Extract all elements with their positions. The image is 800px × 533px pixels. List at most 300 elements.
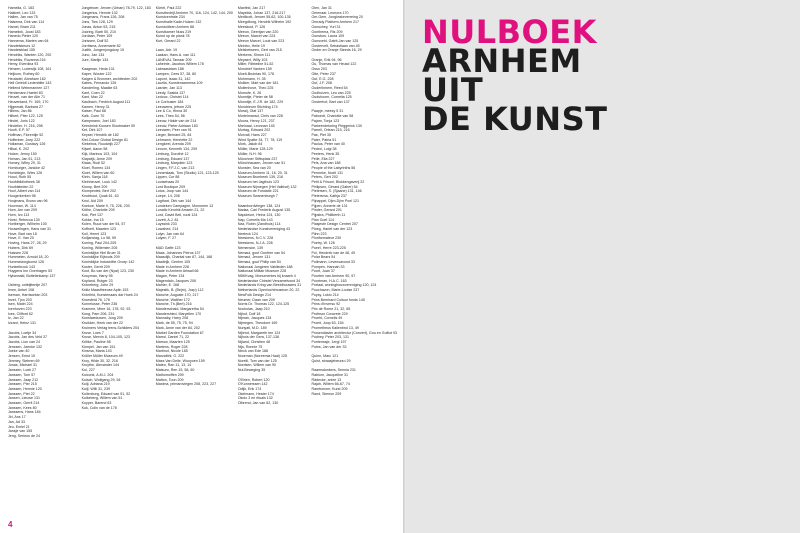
index-entry: Lovett, A.J. 81	[155, 217, 179, 222]
index-entry: Pater, Patria 51	[311, 137, 337, 142]
index-entry: Leeuwens, jefrom 225	[155, 104, 192, 109]
index-entry: Koning, Willemien 205	[81, 245, 118, 250]
index-entry: Jure, Marlijn 134	[81, 57, 109, 62]
index-entry: Koffnelt, Maarten 123	[81, 227, 116, 232]
index-entry: Nijmegen, Theodore 169	[237, 321, 278, 326]
index-entry: Janssen, Jaap 212	[8, 377, 39, 382]
index-entry: Ou, Thomas van Heusd 122	[311, 62, 357, 67]
index-entry: Mortag, Edward 202	[237, 128, 271, 133]
index-entry: Nijhuis der Gera, 137-138	[237, 335, 279, 340]
index-entry: Huissen 228	[8, 250, 28, 255]
index-entry: Kruythe, Alexander 144	[81, 363, 120, 368]
index-entry: Kolljanslag, Lo 58, 59	[81, 236, 117, 241]
index-entry: Oudhuizen, Leo van 225	[311, 90, 351, 95]
index-entry: Klaas, Rudi 52	[81, 161, 106, 166]
index-entry: Mandershied, Maryellen 170	[155, 311, 202, 316]
index-entry: Oranje, Erik 94, 96	[311, 57, 342, 62]
index-entry: Kuilenburg, Eduard van 51, 52	[81, 391, 131, 396]
index-entry: Kinsma, Maria 143	[81, 349, 112, 354]
index-entry: Kürtel, Paul 222	[155, 6, 182, 10]
index-entry: Martens, Roger 228	[155, 344, 188, 349]
index-entry: Martinot, Nicole 185	[155, 349, 188, 354]
index-entry: Müller, Marie 128-129	[237, 147, 273, 152]
index-entry: Limburg, Dorothé 12	[155, 151, 189, 156]
index-entry: Putns, Jan van der 33	[311, 344, 347, 349]
index-entry: Nemaul, gouf Philip van 54	[237, 259, 281, 264]
index-entry: Kramme, Mirre 16, 178, 92, 93	[81, 307, 131, 311]
index-entry: Okelmann, Hester 174	[237, 391, 274, 396]
index-entry: Manche, Th.(Bert) 216	[155, 302, 192, 307]
index-entry: Oonschey, Yuri 31	[311, 24, 341, 29]
index-entry: Neumer, Daan van 209	[237, 297, 275, 302]
index-entry: Kaagman, Heda 131	[81, 67, 115, 72]
index-entry: Permeke, Noeli 131	[311, 170, 344, 175]
index-entry: Kruse, Loes 7	[81, 330, 104, 335]
index-entry: Leeuw, Hidde van de 214	[155, 118, 197, 123]
index-entry: Hijgematt, Barbara 27	[8, 104, 43, 109]
index-entry: Nederlandse Chirstel Verzamelvond 34	[237, 278, 301, 283]
index-entry: Mark, Anne van der 84, 202	[155, 325, 200, 330]
index-entry: Hindel, Joris 122	[8, 118, 35, 123]
index-entry: Kanderling, Maaike 63	[81, 85, 118, 90]
index-entry: Pas, Piet 35	[311, 132, 331, 137]
index-entry: Homburger, Janicke 42	[8, 165, 45, 170]
index-entry: Isen, Matin 224	[8, 302, 33, 307]
index-entry: Poysy, Lukio 214	[311, 292, 339, 297]
index-entry: Jiri, Ans 17	[8, 415, 26, 420]
index-entry: Morvall, Hans 227	[237, 132, 267, 137]
index-entry: Kunstkamer Nuss 219	[155, 29, 192, 34]
index-entry: Meeskool, P. 126	[237, 24, 266, 29]
index-entry: Nocholas, Jaap 210	[237, 307, 270, 311]
index-entry: Izzard, Heinz 131	[8, 321, 36, 326]
index-entry: Houwelingen, Hans van 31	[8, 227, 51, 232]
index-entry: Marzalbhi, G. 222	[155, 354, 185, 359]
index-entry: Keesbrink Koosen Slootmaker 59	[81, 123, 135, 128]
index-entry: Poeel, Herre 223-225	[311, 245, 346, 250]
index-entry: Jacobs, Jan des Veld 37	[8, 335, 47, 340]
index-entry: Lunatic Kendrik Amsein 21, 22	[155, 208, 205, 213]
index-entry: Leedy, Saskia 137	[155, 90, 186, 95]
index-entry: Kurt, Gerard 22	[155, 38, 181, 43]
index-entry: Hamelink, Joost 183	[8, 29, 41, 34]
index-entry: Mahler, E. 168	[155, 283, 179, 288]
index-entry: Jan, Ad 33	[8, 419, 25, 424]
index-entry: Nap, Cornelis Ma 143	[237, 217, 273, 222]
index-entry: Omrady Platform Arnhem 217	[311, 20, 360, 25]
index-entry: Laheinte, Jacobus Willem 178	[155, 62, 204, 67]
index-entry: Mannaby, Harry 208	[155, 316, 189, 321]
index-entry: Mateo, Ran 11, 13, 14	[155, 363, 192, 368]
index-entry: Pedrol, Luigi 38	[311, 147, 337, 152]
index-entry: Made in Arnhem 228	[155, 264, 189, 269]
index-entry: Proeit, Joop 63, 154	[311, 321, 344, 326]
index-entry: Hoffman, Florentijn 52	[8, 132, 44, 137]
index-entry: Prosendiavim architectur (Convert), Gou en Guillot 93	[311, 330, 397, 335]
index-entry: Merkens, Simon 111	[237, 53, 271, 58]
index-entry: O'Brien, Robert 120	[237, 377, 270, 382]
index-entry: Hakkert, Leo 133	[8, 10, 36, 15]
index-entry: Horn, Arn van 209	[8, 208, 37, 213]
index-entry: Plasjeste Design Centrel 207	[311, 222, 358, 227]
index-entry: Naz, Robin (Zandhuis) 114	[237, 222, 281, 227]
index-entry: Nijlend, Margareth ten 124	[237, 330, 281, 335]
index-entry: Iseman, Harrisonfan 203	[8, 292, 48, 297]
index-entry: Koot, Bo van der (Nyal) 123, 230	[81, 269, 134, 274]
index-entry: Hanedo Pieter 120	[8, 34, 38, 39]
index-entry: Lees, Theo 54, 56	[155, 114, 185, 119]
index-entry: Kümpel, Jan van 151	[81, 344, 116, 349]
index-entry: Rabiom, Jacqueline 31	[311, 372, 349, 377]
index-entry: Leeuwen, Peer van 91	[155, 128, 192, 133]
index-entry: Nordsen, Willem van 90	[237, 363, 276, 368]
index-entry: Hollaman, Gustavy 126	[8, 142, 46, 147]
index-column-5	[312, 6, 398, 518]
index-entry: Meyaert, Willy 103	[237, 57, 268, 62]
index-entry: Hoof, Albert van 114	[8, 189, 41, 194]
title-line-4: DE KUNST	[422, 100, 608, 138]
index-entry: Jongerius, Hennie 132	[81, 10, 118, 15]
index-entry: Pollmann, Levensavond 33	[311, 259, 355, 264]
index-entry: Kul, 227	[81, 368, 95, 373]
index-entry: Luyssink 233	[155, 222, 177, 227]
index-entry: Pinder, Gerard 201	[311, 208, 342, 213]
index-entry: Heuvenland, Fr. 169, 170	[8, 100, 49, 105]
index-entry: Hilbert, Piter 122, 125	[8, 114, 43, 119]
index-entry: Rambonner, Kurst 209	[311, 386, 348, 391]
index-entry: Lasnier, Jan 113	[155, 85, 182, 90]
index-entry: Mark, de 55, 75, 75, 94	[155, 321, 193, 326]
index-entry: Museum de Fundatie 221	[237, 189, 279, 194]
index-entry: Nijs, Ronnie 75	[237, 344, 263, 349]
index-entry: Münchner Stiftsplatz 237	[237, 156, 278, 161]
index-entry: Ouf, E.G. 228	[311, 76, 334, 81]
index-entry: Jansen, Lieuwe 131	[8, 396, 40, 401]
index-entry: Jeu, Emiel 21	[8, 424, 30, 429]
index-entry: Kamen, Henry 31	[81, 104, 110, 109]
index-entry: Kuyper, Barend 63	[81, 401, 112, 406]
index-entry: Mollenhove, Theo 225	[237, 85, 274, 90]
index-entry: Hortberger, Wilhelm 100	[8, 222, 47, 227]
index-entry: Kiel-Colour Global Design 81	[81, 137, 128, 142]
index-entry: Petit & Frisoni, Blokkengaverij 22	[311, 180, 365, 185]
title-line-1: NULBOEK	[422, 13, 597, 51]
index-entry: Hoojmans, Bruno van 96	[8, 198, 48, 203]
index-entry: Klein, Sanja 118	[81, 175, 108, 180]
index-entry: Jooring, Barb 50, 210	[81, 29, 117, 34]
index-entry: Neeskens, N.J.A. 228	[237, 241, 273, 246]
index-entry: Hubers, Dirk 69	[8, 245, 33, 250]
index-entry: Kijk, Marinus 103, 104	[81, 151, 118, 156]
index-entry: Hamel, Bram 211	[8, 24, 36, 29]
index-entry: Handelsbeurs 12	[8, 43, 36, 48]
index-entry: Jeng, Serieus de 24	[8, 433, 40, 438]
index-entry: Peeters, Henk 35	[311, 151, 340, 156]
index-entry: Punterwaje, 1ergi 197	[311, 339, 347, 344]
index-entry: Nederlandse Kunstvereniging 43	[237, 227, 290, 232]
index-entry: Olen, Jan 31	[311, 6, 332, 10]
index-entry: Homey, Wiley 29, 31	[8, 161, 41, 166]
index-entry: Odijk, Erik 174	[237, 386, 262, 391]
index-entry: Jimmey, Siebren 69	[8, 358, 40, 363]
index-entry: Lieger, Bernard 25, 84	[155, 132, 192, 137]
index-entry: Munster, Sea van 20	[237, 165, 271, 170]
index-entry: Kampmann, Joel 183	[81, 118, 116, 123]
index-entry: Kant, Coen 22	[81, 90, 105, 95]
index-entry: Louisehaas 20	[155, 180, 180, 185]
index-entry: Made in Arnhem Artwall 66	[155, 269, 199, 274]
index-entry: Museum het Jagthuis 123	[237, 180, 279, 185]
index-entry: Lulyn, Jan van 64	[155, 231, 184, 236]
index-entry: Klomp, Bert 209	[81, 184, 108, 189]
index-entry: Inzet, Tjon 203	[8, 297, 32, 302]
index-entry: Kroy, Hilde 30, 32, 216	[81, 358, 118, 363]
index-entry: Limburg, Eduard 137	[155, 156, 190, 161]
index-entry: Mreinaal, Leonnan 145	[237, 123, 275, 128]
index-column-3	[156, 6, 233, 518]
index-entry: Lulyen, F. 27	[155, 236, 177, 241]
index-entry: Limburg, Marjolein 123	[155, 161, 193, 166]
index-entry: Melsbetween, Gert van 215	[237, 48, 282, 53]
index-entry: Naambordvlieger 138, 124	[237, 203, 281, 208]
index-entry: Pluriformateur 230	[311, 236, 342, 241]
index-entry: Lotus, Joop van 144	[155, 189, 189, 194]
index-entry: Kant, Max 22	[81, 95, 103, 100]
index-entry: Marrow, Maarten 125	[155, 339, 190, 344]
index-entry: Kritike, Pauline 58	[81, 339, 111, 344]
index-entry: Huygens Inn Overhagen 53	[8, 269, 52, 274]
index-entry: Le Corbusier 184	[155, 100, 184, 105]
index-entry: Lehmann, Henriette 22	[155, 137, 193, 142]
index-entry: Osso 203	[311, 67, 327, 72]
index-entry: Kijwel, Aaron 58	[81, 147, 108, 152]
index-entry: Napoleum, Heinz 124, 130	[237, 212, 281, 217]
index-entry: Kröneberg, John 29	[81, 283, 114, 288]
index-entry: Nadaa, Carl Frederik August 135	[237, 208, 291, 213]
index-entry: Nemaul, gouf Gunther van 54	[237, 250, 285, 255]
index-entry: Noorman (Noreemia Haal) 125	[237, 354, 287, 359]
index-entry: Rajah, Willem 66-67, 74	[311, 382, 350, 387]
index-entry: Poort, Juan 37	[311, 269, 335, 274]
index-entry: Loepe, 14, 206	[155, 194, 180, 199]
index-entry: Matton, Toon 209	[155, 377, 184, 382]
index-entry: Koninklijke Eijbouts 209	[81, 255, 120, 260]
index-entry: Paapje, meesy 5 31	[311, 109, 344, 114]
index-entry: LANEVAL Tamaar 209	[155, 57, 192, 62]
index-entry: Mathomoffen 209	[155, 372, 184, 377]
index-entry: Hummelzorgkunst 126	[8, 259, 44, 264]
index-entry: Kopland, Rutger 23	[81, 278, 113, 283]
index-entry: Kok, Piet 137	[81, 212, 104, 217]
index-entry: Magan, Peter 134	[155, 274, 185, 279]
index-entry: Heutadel, Abraham 162	[8, 76, 46, 81]
index-entry: Kruikker, Henk van der 22	[81, 321, 123, 326]
index-entry: Pels, Ana van 188	[311, 161, 341, 166]
index-entry: Heil Geleidt Ledenbitte 143	[8, 81, 52, 86]
index-entry: Ket, Dirk 107	[81, 128, 103, 133]
index-entry: Moelt-Bruintas 90, 178	[237, 71, 275, 76]
index-entry: NewFolk Design 214	[237, 292, 272, 297]
index-entry: Oonsbos, Laura 109	[311, 34, 345, 39]
index-entry: Kruse, Mervin 8, 104-105, 123	[81, 335, 130, 340]
index-entry: Kunstbedrijf Arnhem 70, 116, 124, 142, 144, 200	[155, 10, 233, 15]
index-entry: Jenssen, Jaenke 132	[8, 344, 42, 349]
index-entry: Kunstcentrale 234	[155, 15, 185, 20]
index-entry: Hillens, Jan 86	[8, 109, 32, 114]
index-entry: Ninck van Ede 188	[237, 349, 269, 354]
index-entry: Homan, Jan 51, 213	[8, 156, 41, 161]
index-entry: NBKKvag, Monumentes bij knaarh 4	[237, 274, 296, 279]
index-entry: Kloel, Romeo 134	[81, 165, 111, 170]
index-entry: Kabes, Fernando 126	[81, 81, 117, 86]
index-entry: Parkeerdetoring Pinggerick 130	[311, 123, 362, 128]
index-entry: Meinbo, Heile 19	[237, 43, 265, 48]
index-entry: Kuijl, Adriana 219	[81, 382, 110, 387]
index-entry: Paulus, Peter van 40	[311, 142, 345, 147]
index-entry: Paboedt, Charlotte van 58	[311, 114, 354, 119]
index-entry: Kroesfeld 76, 176	[81, 297, 110, 302]
index-entry: Magendalo, Jacques 206	[155, 278, 196, 283]
index-entry: Nationaal Jongeren Vaklieden 188	[237, 264, 293, 269]
index-entry: Iz, Jan 22	[8, 316, 24, 321]
index-entry: Monnitje, Pieter de 58	[237, 95, 273, 100]
index-entry: Hendriks, Wanten 120, 292	[8, 53, 52, 58]
index-entry: Lapont, Isaac 31, 142	[155, 76, 191, 81]
index-entry: Raamsdonkers, Sennia 231	[311, 368, 356, 373]
index-entry: Hylsewald, Bottelenkamp 137	[8, 274, 56, 279]
page-number: 4	[8, 520, 13, 529]
index-entry: Pietersma, Kathja 237	[311, 194, 347, 199]
index-entry: Onder-en Oranje Steeds 16, 29	[311, 48, 362, 53]
index-entry: Nijhof, Dolf 18	[237, 311, 261, 316]
index-entry: Kaiser, Paul 68	[81, 109, 106, 114]
index-entry: Koninklijke Industriële Groep 142	[81, 259, 135, 264]
index-entry: Okolo 3 en rituals 132	[237, 396, 273, 401]
index-entry: Koekoe, Marie 9, 75, 226, 230	[81, 203, 130, 208]
title-line-2: ARNHEM	[422, 42, 582, 80]
index-entry: Pudney, Peter 203, 131	[311, 335, 349, 340]
index-entry: Lengkeel, Arenda 209	[155, 142, 191, 147]
index-entry: Market Garden Foundation 67	[155, 330, 204, 335]
index-entry: Museum Bronbeek 139, 216	[237, 175, 283, 180]
index-entry: Nemaul, Jeroen 131	[237, 255, 271, 260]
index-entry: Hoving, Hans 27, 28, 29	[8, 241, 47, 246]
index-entry: Klompenlek, Bert 202	[81, 189, 117, 194]
index-entry: O'Konnerssen 142	[237, 382, 268, 387]
index-entry: Nunyati, M.D. 189	[237, 325, 267, 330]
index-entry: Kleinheuvel, Luuk 142	[81, 180, 118, 185]
index-entry: Mohrmann, H. 35	[237, 76, 266, 81]
index-entry: MAD Gaffe 123	[155, 245, 181, 250]
index-entry: Miller, Ribbeline 51-52	[237, 62, 274, 67]
index-entry: Juno, Jan 134	[81, 53, 105, 58]
index-entry: Ploeg, Hariet van der 123	[311, 227, 353, 232]
index-entry: Parrell, Orlean 215, 216	[311, 128, 350, 133]
index-entry: Oonsveld, Gatrit-Jan van 125	[311, 38, 359, 43]
index-entry: Janssens, Hans 184	[8, 410, 41, 415]
index-entry: Hoofdbibliotheek 38	[8, 180, 40, 185]
index-entry: Profesor Concrete 229	[311, 311, 348, 316]
index-entry: Meeun, Marcel van 224	[237, 34, 276, 39]
index-entry: Koster, Gerrit 209	[81, 264, 110, 269]
index-entry: Kröller Müller Museum 49	[81, 354, 123, 359]
index-entry: Lippen, Cor 88	[155, 175, 180, 180]
index-entry: Maxima, primaroviegen 208, 223, 227	[155, 382, 217, 387]
index-entry: Poetry, W. 126	[311, 241, 335, 246]
index-entry: Jons, Ties 128, 129	[81, 20, 113, 25]
index-entry: Lugthart, Dirk van 144	[155, 198, 192, 203]
index-entry: Museum Nijmegen (Het Valkhof) 132	[237, 184, 297, 189]
index-entry: Janssen, Kees 80	[8, 405, 37, 410]
index-entry: Jonas, Anton 53, 215	[81, 24, 116, 29]
index-entry: Kulsch, Wolfgang 29, 54	[81, 377, 121, 382]
index-entry: Jordaan, Peter 109	[81, 34, 113, 39]
index-entry: Moraij, Olaf 137	[237, 109, 264, 114]
index-entry: Maaltrijk, Gerrinn 105	[155, 259, 191, 264]
index-entry: IJsberg, ontbijttentje 207	[8, 283, 48, 288]
index-entry: Jacobs, Lion van 24	[8, 339, 40, 344]
index-entry: Handelsblad 155	[8, 48, 35, 53]
index-entry: Janssen, Gerrit 214	[8, 401, 40, 406]
index-entry: Maxfeld, Jan 217	[237, 6, 266, 10]
index-entry: Köthe, Charlotte 209	[81, 208, 115, 213]
index-entry: Kiekebos, Ruudwijk 227	[81, 142, 120, 147]
index-entry: Pietersen, S. (Sjaane) 131, 146	[311, 189, 362, 194]
index-entry: Nijman, Jacques 134	[237, 316, 272, 321]
index-entry: Heuvel, van der Alie 71	[8, 95, 45, 100]
index-entry: Janssen, Hennie 120	[8, 386, 42, 391]
index-entry: Hindelier, H. 216, 298	[8, 123, 43, 128]
index-entry: Münchhausen, Jeroen van 51	[237, 161, 286, 166]
title-line-3: UIT	[422, 71, 484, 109]
index-entry: Moura, Henry 121, 237	[237, 118, 275, 123]
index-entry: Judith, Jongenjongdorp 15	[81, 48, 125, 53]
index-entry: Norris Dr. Thomas 122, 124-125	[237, 302, 290, 307]
index-entry: Jongeboer, Jeroen (Urban) 78-79, 122, 183	[81, 6, 151, 10]
index-entry: Krönfeld, Kunstenaars dar Hoek 24	[81, 292, 138, 297]
index-entry: Jacobs, Loetje 34	[8, 330, 37, 335]
index-entry: Meeun, Geertjan van 220	[237, 29, 279, 34]
index-entry: Prins d'Inversu 92	[311, 302, 341, 307]
index-entry: Kolen, Ruud van der 54, 57	[81, 222, 126, 227]
index-entry: Plinn 223	[311, 231, 327, 236]
index-entry: Horn, Ivo 113	[8, 212, 30, 217]
index-entry: Quist, straasjebeurzo 29	[311, 358, 351, 363]
index-entry: Kalgen & Bronmer, architecten 202	[81, 76, 138, 81]
index-column-2	[82, 6, 151, 518]
index-entry: Polar Bears 54	[311, 255, 336, 260]
index-column-1	[8, 6, 77, 518]
index-entry: Jonas, Michael 31	[8, 363, 37, 368]
index-entry: Hood, Ruth 55	[8, 175, 32, 180]
index-entry: Omenaar, Leonora 170	[311, 10, 349, 15]
index-entry: Hallen, Jan van 75	[8, 15, 38, 20]
index-entry: People of the Labyrinths 56	[311, 165, 356, 170]
index-entry: Lee & Co, Hinna 30	[155, 109, 188, 114]
index-entry: Ledoux, Christel 114	[155, 95, 189, 100]
index-entry: Mortelmansd, Chris van 228	[237, 114, 283, 119]
index-entry: Hummelen, Arnold 18, 20	[8, 255, 49, 260]
index-entry: Pompen, Hannah 33	[311, 264, 345, 269]
index-entry: Nijland, Christien 48	[237, 339, 271, 344]
index-entry: Jorissen, Dolf 52	[81, 38, 109, 43]
index-entry: Nemenske, 139	[237, 245, 264, 250]
index-entry: Pijpstra, Philiberth 11	[311, 212, 346, 217]
index-entry: Nationaal Militair Museum 228	[237, 269, 287, 274]
index-entry: Poortman, H.A.C. 163	[311, 278, 347, 283]
index-entry: Molkier, Mart van der 181	[237, 81, 279, 86]
index-entry: Monnitje, E.J.R. de 182, 229	[237, 100, 284, 105]
